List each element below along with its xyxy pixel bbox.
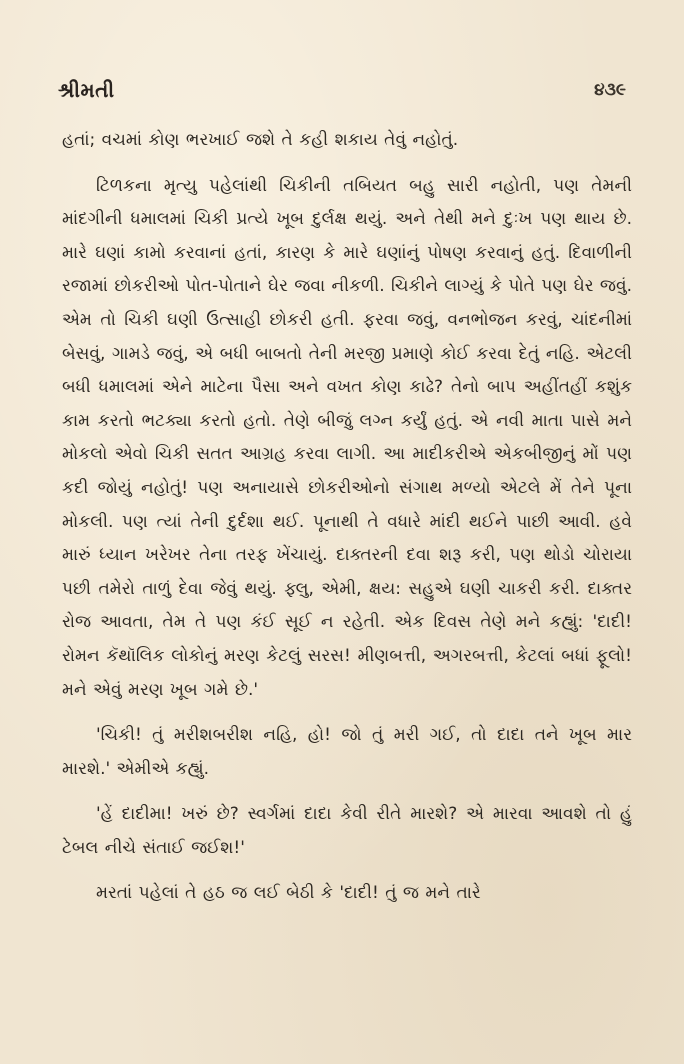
page-number: ૪૩૯	[594, 80, 626, 100]
paragraph: 'હેં દાદીમા! ખરું છે? સ્વર્ગમાં દાદા કેવી રીતે મારશે? એ મારવા આવશે તો હું ટેબલ નીચે સંતાઈ જઈશ!'	[62, 804, 632, 858]
running-head-title: શ્રીમતી	[58, 78, 115, 102]
page-header	[58, 78, 626, 108]
paragraph-continued: હતાં; વચમાં કોણ ભરખાઈ જશે તે કહી શકાય તેવું નહોતું.	[62, 130, 459, 150]
paragraph: મરતાં પહેલાં તે હઠ જ લઈ બેઠી કે 'દાદી! તું જ મને તારે	[96, 883, 481, 904]
paragraph: ટિળકના મૃત્યુ પહેલાંથી ચિકીની તબિયત બહુ સારી નહોતી, પણ તેમની માંદગીની ધમાલમાં ચિકી પ્રત્યે ખૂબ દુર્લક્ષ થયું. અને તેથી મને દુઃખ પણ થાય છે. મારે ઘણાં કામો કરવાનાં હતાં, કારણ કે મારે ઘણાંનું પોષણ કરવાનું હતું. દિવાળીની રજામાં છોકરીઓ પોત-પોતાને ઘેર જવા નીકળી. ચિકીને લાગ્યું કે પોતે પણ ઘેર જવું. એમ તો ચિકી ઘણી ઉત્સાહી છોકરી હતી. ફરવા જવું, વનભોજન કરવું, ચાંદનીમાં બેસવું, ગામડે જવું, એ બધી બાબતો તેની મરજી પ્રમાણે કોઈ કરવા દેતું નહિ. એટલી બધી ધમાલમાં એને માટેના પૈસા અને વખત કોણ કાઢે? તેનો બાપ અહીંતહીં કશુંક કામ કરતો ભટક્યા કરતો હતો. તેણે બીજું લગ્ન કર્યું હતું. એ નવી માતા પાસે મને મોકલો એવો ચિકી સતત આગ્રહ કરવા લાગી. આ માદીકરીએ એકબીજીનું મોં પણ કદી જોયું નહોતું! પણ અનાયાસે છોકરીઓનો સંગાથ મળ્યો એટલે મેં તેને પૂના મોકલી. પણ ત્યાં તેની દુર્દશા થઈ. પૂનાથી તે વધારે માંદી થઈને પાછી આવી. હવે મારું ધ્યાન ખરેખર તેના તરફ ખેંચાયું. દાક્તરની દવા શરૂ કરી, પણ થોડો ચોરાયા પછી તમેરો તાળું દેવા જેવું થયું. ફ્લુ, એમી, ક્ષય: સહુએ ઘણી ચાકરી કરી. દાક્તર રોજ આવતા, તેમ તે પણ કંઈ સૂઈ ન રહેતી. એક દિવસ તેણે મને કહ્યું: 'દાદી! રોમન કૅથૉલિક લોકોનું મરણ કેટલું સરસ! મીણબત્તી, અગરબત્તી, કેટલાં બધાં ફૂલો! મને એવું મરણ ખૂબ ગમે છે.'	[62, 175, 632, 700]
body-text	[62, 124, 632, 911]
paragraph: 'ચિકી! તું મરીશબરીશ નહિ, હો! જો તું મરી ગઈ, તો દાદા તને ખૂબ માર મારશે.' એમીએ કહ્યું.	[62, 725, 632, 779]
